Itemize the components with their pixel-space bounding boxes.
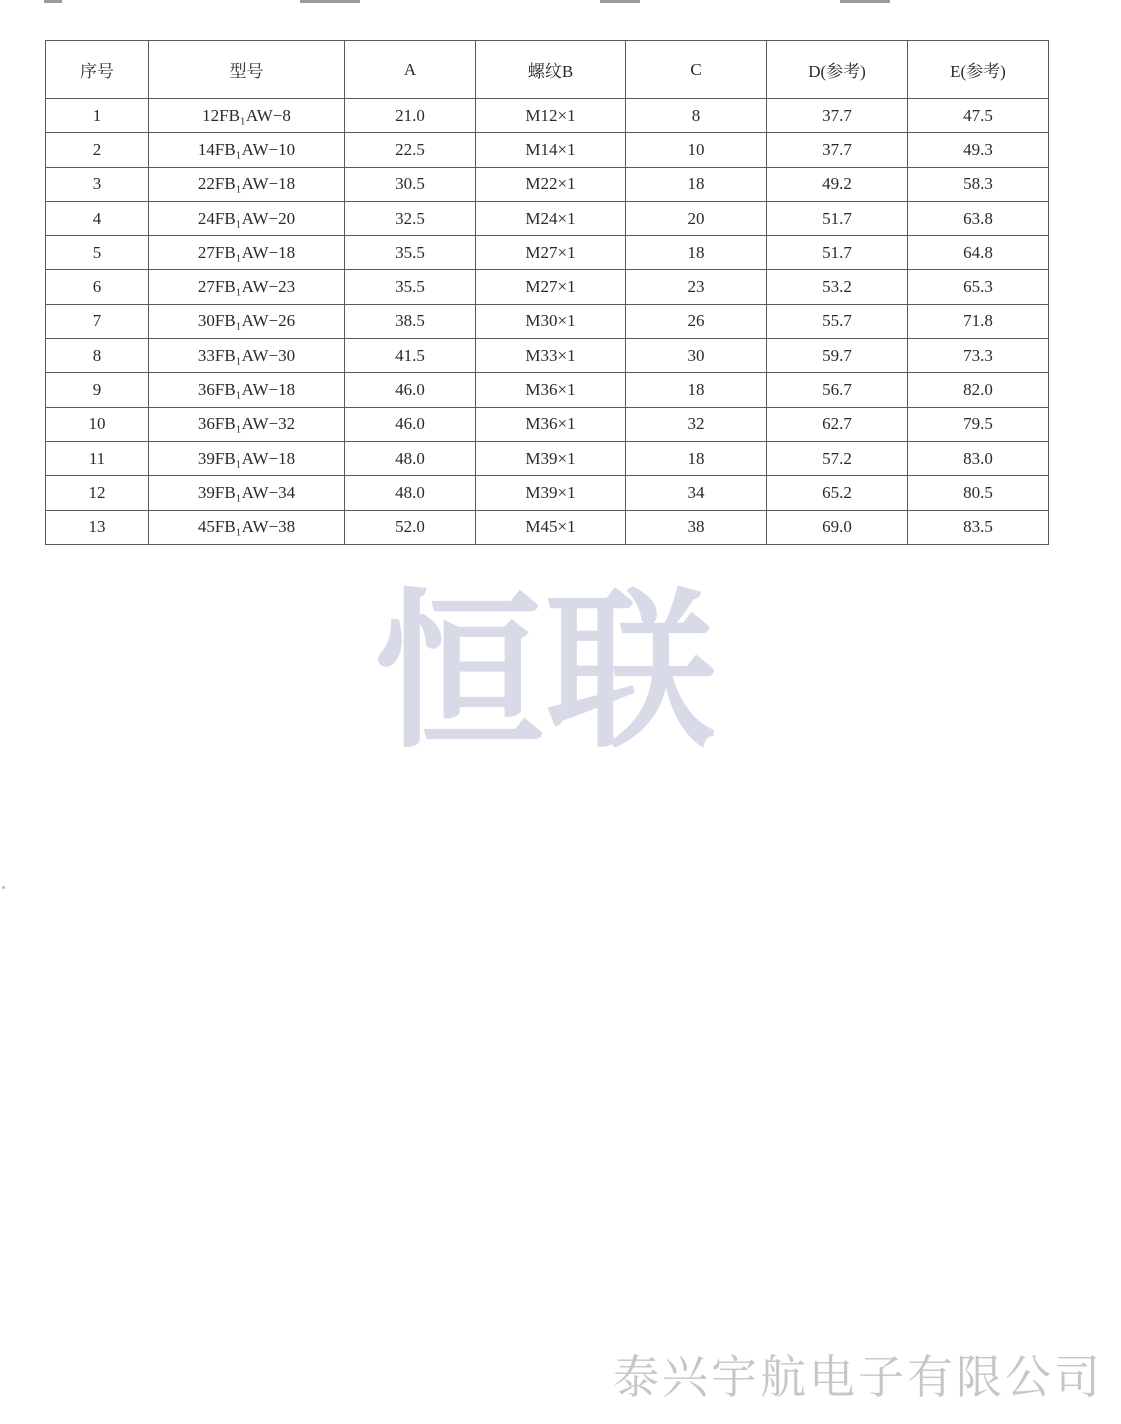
cell-thread-b: M24×1 [476,201,626,235]
table-row [46,236,1049,270]
cell-index: 2 [46,133,149,167]
cell-index: 6 [46,270,149,304]
cell-d: 51.7 [767,236,908,270]
table-row [46,99,1049,133]
cell-model: 33FB₁AW−30 [149,339,345,373]
header-e: E(参考) [908,41,1049,99]
cell-c: 38 [626,510,767,544]
cell-model: 14FB₁AW−10 [149,133,345,167]
cell-e: 79.5 [908,407,1049,441]
cell-thread-b: M45×1 [476,510,626,544]
cell-index: 7 [46,304,149,338]
table-row [46,407,1049,441]
cell-a: 41.5 [345,339,476,373]
cell-thread-b: M27×1 [476,270,626,304]
cell-model: 24FB₁AW−20 [149,201,345,235]
header-a: A [345,41,476,99]
cell-a: 22.5 [345,133,476,167]
cell-model: 12FB₁AW−8 [149,99,345,133]
cell-model: 27FB₁AW−18 [149,236,345,270]
cell-index: 5 [46,236,149,270]
cell-c: 18 [626,373,767,407]
cell-c: 26 [626,304,767,338]
cell-model: 36FB₁AW−32 [149,407,345,441]
cell-a: 21.0 [345,99,476,133]
cell-a: 30.5 [345,167,476,201]
cell-d: 37.7 [767,99,908,133]
header-model: 型号 [149,41,345,99]
cell-thread-b: M39×1 [476,476,626,510]
cell-thread-b: M22×1 [476,167,626,201]
cell-d: 51.7 [767,201,908,235]
header-thread-b: 螺纹B [476,41,626,99]
cell-index: 11 [46,441,149,475]
table-row [46,510,1049,544]
cell-d: 37.7 [767,133,908,167]
cell-index: 3 [46,167,149,201]
cell-a: 48.0 [345,441,476,475]
cell-c: 18 [626,236,767,270]
cell-index: 13 [46,510,149,544]
cell-d: 65.2 [767,476,908,510]
table-header-row [46,41,1049,99]
table-body [46,99,1049,545]
cell-e: 64.8 [908,236,1049,270]
cell-thread-b: M36×1 [476,373,626,407]
company-name: 泰兴宇航电子有限公司 [613,1350,1103,1404]
watermark: 恒联 [374,574,719,772]
cell-c: 18 [626,441,767,475]
cell-model: 36FB₁AW−18 [149,373,345,407]
table-row [46,133,1049,167]
cell-e: 58.3 [908,167,1049,201]
cell-c: 23 [626,270,767,304]
cell-model: 45FB₁AW−38 [149,510,345,544]
table-row [46,373,1049,407]
cell-d: 57.2 [767,441,908,475]
cell-thread-b: M33×1 [476,339,626,373]
cell-c: 32 [626,407,767,441]
cell-model: 27FB₁AW−23 [149,270,345,304]
table-row [46,270,1049,304]
cell-thread-b: M27×1 [476,236,626,270]
header-d: D(参考) [767,41,908,99]
table-row [46,167,1049,201]
cell-thread-b: M30×1 [476,304,626,338]
cell-e: 83.0 [908,441,1049,475]
cell-d: 56.7 [767,373,908,407]
cell-model: 22FB₁AW−18 [149,167,345,201]
cell-a: 52.0 [345,510,476,544]
cell-index: 12 [46,476,149,510]
header-index: 序号 [46,41,149,99]
cell-model: 30FB₁AW−26 [149,304,345,338]
cell-thread-b: M14×1 [476,133,626,167]
table-row [46,441,1049,475]
header-c: C [626,41,767,99]
cell-a: 38.5 [345,304,476,338]
cell-c: 18 [626,167,767,201]
cell-e: 82.0 [908,373,1049,407]
cell-a: 46.0 [345,373,476,407]
cell-a: 32.5 [345,201,476,235]
cell-e: 65.3 [908,270,1049,304]
cell-d: 62.7 [767,407,908,441]
cell-e: 63.8 [908,201,1049,235]
cell-a: 35.5 [345,270,476,304]
cell-thread-b: M36×1 [476,407,626,441]
cell-c: 8 [626,99,767,133]
table-row [46,476,1049,510]
cell-e: 83.5 [908,510,1049,544]
cell-e: 80.5 [908,476,1049,510]
cell-d: 55.7 [767,304,908,338]
cell-index: 4 [46,201,149,235]
cell-c: 34 [626,476,767,510]
cell-d: 59.7 [767,339,908,373]
cell-model: 39FB₁AW−34 [149,476,345,510]
cell-e: 49.3 [908,133,1049,167]
cell-thread-b: M39×1 [476,441,626,475]
cell-index: 10 [46,407,149,441]
table-row [46,339,1049,373]
cropped-previous-row [0,0,1121,6]
cell-d: 53.2 [767,270,908,304]
cell-thread-b: M12×1 [476,99,626,133]
cell-model: 39FB₁AW−18 [149,441,345,475]
cell-a: 46.0 [345,407,476,441]
cell-index: 1 [46,99,149,133]
cell-a: 35.5 [345,236,476,270]
table-row [46,304,1049,338]
cell-e: 47.5 [908,99,1049,133]
table-row [46,201,1049,235]
cell-d: 69.0 [767,510,908,544]
cell-c: 10 [626,133,767,167]
scan-speck [2,886,5,889]
cell-e: 73.3 [908,339,1049,373]
cell-a: 48.0 [345,476,476,510]
cell-c: 20 [626,201,767,235]
spec-table [45,40,1049,545]
cell-index: 9 [46,373,149,407]
cell-c: 30 [626,339,767,373]
cell-index: 8 [46,339,149,373]
cell-d: 49.2 [767,167,908,201]
cell-e: 71.8 [908,304,1049,338]
